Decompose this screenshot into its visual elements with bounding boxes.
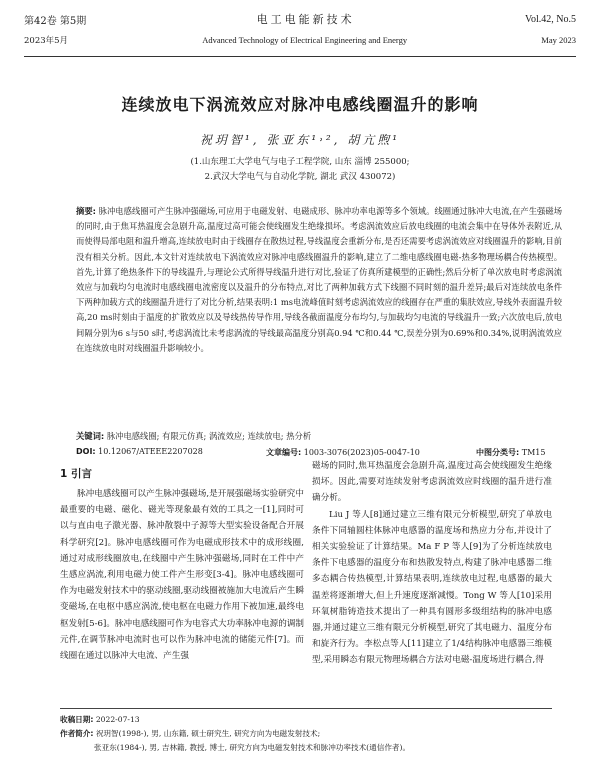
author-bio-2: 张亚东(1984-), 男, 吉林籍, 教授, 博士, 研究方向为电磁发射技术和脉冲功率技术(通信作者)。	[94, 743, 411, 752]
keywords-text: 脉冲电感线圈; 有限元仿真; 涡流效应; 连续放电; 热分析	[106, 431, 312, 441]
article-number	[266, 447, 476, 458]
article-number-label: 文章编号:	[266, 448, 302, 457]
keywords-label: 关键词:	[76, 431, 105, 441]
article-meta	[76, 447, 562, 458]
received-label: 收稿日期:	[60, 715, 94, 724]
section-heading-introduction: 1 引言	[60, 468, 92, 480]
date-cn: 2023年5月	[24, 36, 69, 46]
header-row-top	[24, 10, 576, 28]
abstract-text: 脉冲电感线圈可产生脉冲强磁场,可应用于电磁发射、电磁成形、脉冲功率电源等多个领域。线圈通过脉冲大电流,在产生强磁场的同时,由于焦耳热温度会急剧升高,温度过高可能会使线圈发生绝缘损坏。考虑涡流效应后放电线圈的电流会集中在导体外表附近,从而使得局部电阻和温升增高,连续放电时由于线圈存在散热过程,导线温度会重新分布,是否还需要考虑涡流效应对线圈温升的影响,目前没有相关分析。因此,本文针对连续放电下涡流效应对脉冲电感线圈温升的影响,建立了二维电感线圈电磁-热多物理场耦合传热模型。首先,计算了绝热条件下的导线温升,与理论公式所得导线温升进行对比,验证了仿真所建模型的正确性;然后分析了单次放电时考虑涡流效应与加载均匀电流时电感线圈电流密度以及温升的分布特点,对比了两种加载方式下线圈不同时刻的温升差异;最后对连续放电条件下两种加载方式的线圈温升进行了对比分析,结果表明:1 ms电流峰值时刻考虑涡流效应的线圈存在严重的集肤效应,导线外表面温升较高,20 ms时刻由于温度的扩散效应以及导线热传导作用,导线各截面温度分布均匀,与加载均匀电流的导线温升一致;六次放电后,放电间隔分别为6 s与50 s时,考虑涡流比未考虑涡流的导线最高温度分别高0.94 ℃和0.44 ℃,误差分别为0.69%和0.34%,说明涡流效应在连续放电时对线圈温升影响较小。	[76, 206, 562, 353]
volume-cn: 第42卷 第5期	[24, 15, 87, 27]
doi-value: 10.12067/ATEEE2207028	[98, 447, 203, 456]
author-bio-1-text: 祝玥智(1998-), 男, 山东籍, 硕士研究生, 研究方向为电磁发射技术;	[95, 729, 321, 738]
author-bio-1	[60, 727, 552, 741]
keywords	[76, 430, 562, 442]
author-bio-label: 作者简介:	[60, 729, 94, 738]
header-row-bottom	[24, 30, 576, 50]
abstract	[76, 204, 562, 356]
received-date	[60, 713, 552, 727]
body-text-left-column: 脉冲电感线圈可以产生脉冲强磁场,是开展强磁场实验研究中最重要的电磁、磁化、磁光等现象最有效的工具之一[1],同时可以与直由电子激光器、脉冲散裂中子源等大型实验设备配合开展科学研究[2]。脉冲电感线圈可作为电磁成形技术中的成形线圈,通过对成形线圈放电,在线圈中产生脉冲强磁场,同时在工件中产生感应涡流,利用电磁力使工件产生形变[3-4]。脉冲电感线圈可作为电磁发射技术中的驱动线圈,驱动线圈被施加大电流后产生瞬变磁场,在电枢中感应涡流,使电枢在电磁力作用下被加速,最终电枢发射[5-6]。脉冲电感线圈可作为电容式大功率脉冲电源的调制元件,在调节脉冲电流时也可以作为脉冲电流的储能元件[7]。而线圈在通过以脉冲大电流、产生强	[60, 489, 304, 662]
body-text-right-column	[312, 458, 552, 669]
page-header	[24, 10, 576, 57]
doi-label: DOI:	[76, 447, 96, 456]
right-paragraph-2: Liu J 等人[8]通过建立三维有限元分析模型,研究了单放电条件下同轴圆柱体脉冲电感器的温度场和热应力分布,并设计了相关实验验证了计算结果。Ma F P 等人[9]为了分析连续放电条件下电感器的温度分布和热散发特点,构建了脉冲电感器二维多态耦合传热模型,计算结果表明,连续放电过程,电感器的最大温差将逐渐增大,但上升速度逐渐减慢。Tong W 等人[10]采用环氧树脂铸造技术提出了一种具有圆形多级组结构的脉冲电感器,并通过建立三维有限元分析模型,研究了其电磁力、温度分布和旋齐行为。李松点等人[11]建立了1/4结构脉冲电感器三维模型,采用瞬态有限元物理场耦合方法对电磁-温度场进行耦合,得	[312, 509, 552, 666]
journal-name-en: Advanced Technology of Electrical Engineering and Energy	[202, 35, 408, 45]
affiliations	[0, 155, 600, 185]
received-value: 2022-07-13	[95, 715, 140, 724]
clc-value: TM15	[521, 448, 546, 457]
clc-number	[476, 447, 545, 458]
paper-title: 连续放电下涡流效应对脉冲电感线圈温升的影响	[121, 95, 479, 114]
clc-label: 中图分类号:	[476, 448, 520, 457]
abstract-label: 摘要:	[76, 206, 96, 216]
author-list: 祝玥智¹, 张亚东¹˒², 胡亢煦¹	[199, 133, 401, 147]
article-number-value: 1003-3076(2023)05-0047-10	[303, 448, 420, 457]
affiliation-1: (1.山东理工大学电气与电子工程学院, 山东 淄博 255000;	[190, 157, 410, 167]
right-paragraph-1: 磁场的同时,焦耳热温度会急剧升高,温度过高会使线圈发生绝缘损坏。因此,需要对连续发射考虑涡流效应时线圈的温升进行准确分析。	[312, 461, 552, 504]
doi	[76, 447, 266, 458]
journal-name-cn: 电工电能新技术	[256, 13, 355, 26]
affiliation-2: 2.武汉大学电气与自动化学院, 湖北 武汉 430072)	[204, 172, 396, 182]
date-en: May 2023	[541, 35, 576, 45]
footnote	[60, 708, 552, 755]
volume-en: Vol.42, No.5	[525, 13, 576, 25]
